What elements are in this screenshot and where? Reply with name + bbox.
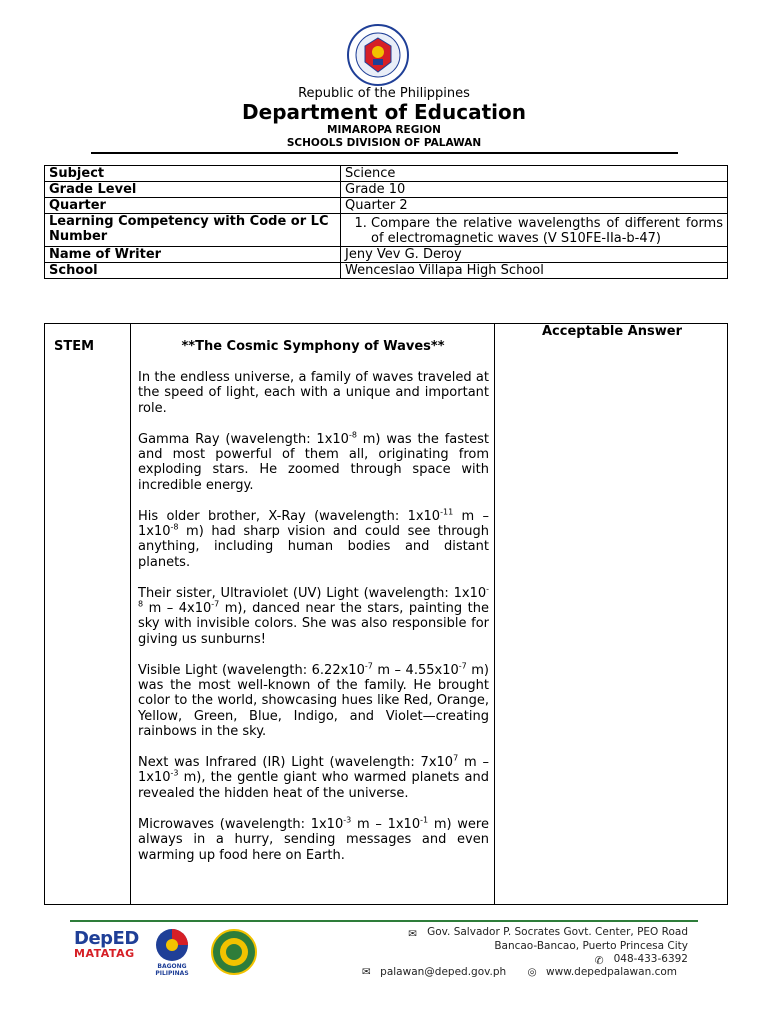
paragraph: Visible Light (wavelength: $6.22x10^{-7}$ m – $4.55x10^{-7}$ m) was the most well-known of the family. He brought color to the world, showcasing hues like Red, Orange, Yellow, Green, Blue, Indigo, and Violet—creating rainbows in the sky. bbox=[138, 661, 489, 740]
map-pin-icon: ✉ bbox=[408, 928, 418, 940]
stem-table bbox=[44, 323, 728, 905]
email-icon: ✉ bbox=[362, 966, 371, 978]
column-divider bbox=[494, 324, 495, 904]
school-value: Wenceslao Villapa High School bbox=[341, 263, 728, 279]
paragraph: Next was Infrared (IR) Light (wavelength: $7x10^7$ m – $1x10^{-3}$ m), the gentle giant who warmed planets and revealed the hidden heat of the universe. bbox=[138, 753, 490, 801]
competency-list bbox=[345, 216, 723, 246]
address-line-2: Bancao-Bancao, Puerto Princesa City bbox=[494, 939, 688, 952]
story-text bbox=[138, 370, 489, 878]
email-link[interactable]: palawan@deped.gov.ph bbox=[380, 966, 507, 978]
acceptable-answer-header: Acceptable Answer bbox=[542, 324, 682, 339]
phone-icon: ✆ bbox=[594, 955, 604, 967]
division-label: SCHOOLS DIVISION OF PALAWAN bbox=[286, 137, 482, 149]
competency-label: Learning Competency with Code or LC Number bbox=[45, 214, 341, 247]
footer-divider bbox=[70, 920, 698, 922]
deped-seal-icon bbox=[329, 24, 427, 86]
school-label: School bbox=[45, 263, 341, 279]
column-divider bbox=[130, 324, 131, 904]
grade-value: Grade 10 bbox=[341, 182, 728, 198]
paragraph: Gamma Ray (wavelength: $1x10^{-8}$ m) was the fastest and most powerful of them all, originating from exploding stars. He zoomed through space with incredible energy. bbox=[138, 430, 489, 493]
table-row bbox=[45, 166, 728, 182]
republic-label: Republic of the Philippines bbox=[298, 86, 470, 101]
paragraph: In the endless universe, a family of waves traveled at the speed of light, each with a unique and important role. bbox=[138, 370, 489, 416]
competency-value: 1. Compare the relative wavelengths of different forms of electromagnetic waves (V S10FE-IIa-b-47) bbox=[371, 216, 723, 246]
info-table bbox=[44, 165, 728, 279]
writer-label: Name of Writer bbox=[45, 247, 341, 263]
email-web-line bbox=[362, 966, 677, 978]
subject-value: Science bbox=[341, 166, 728, 182]
table-row bbox=[45, 198, 728, 214]
paragraph: His older brother, X-Ray (wavelength: $1x10^{-11}$ m – $1x10^{-8}$ m) had sharp vision and could see through anything, including human bodies and distant planets. bbox=[138, 507, 489, 570]
grade-label: Grade Level bbox=[45, 182, 341, 198]
table-row bbox=[45, 182, 728, 198]
bagong-pilipinas-icon bbox=[152, 928, 192, 962]
bagong-pilipinas-logo: BAGONG PILIPINAS bbox=[144, 928, 200, 972]
quarter-value: Quarter 2 bbox=[341, 198, 728, 214]
table-row bbox=[45, 263, 728, 279]
deped-matatag-logo: DepED MATATAG bbox=[74, 928, 139, 960]
region-label: MIMAROPA REGION bbox=[327, 124, 441, 136]
table-row bbox=[45, 247, 728, 263]
table-row bbox=[45, 214, 728, 247]
paragraph: Their sister, Ultraviolet (UV) Light (wavelength: $1x10^{-8}$ m – $4x10^{-7}$ m), danced near the stars, painting the sky with invisible colors. She was also responsible for giving us sunburns! bbox=[138, 584, 489, 647]
quarter-label: Quarter bbox=[45, 198, 341, 214]
header-divider bbox=[91, 152, 678, 154]
story-title: **The Cosmic Symphony of Waves** bbox=[181, 339, 445, 354]
department-title: Department of Education bbox=[242, 100, 526, 124]
division-seal-icon bbox=[206, 928, 262, 976]
contact-info bbox=[268, 926, 688, 967]
paragraph: Microwaves (wavelength: $1x10^{-3}$ m – $1x10^{-1}$ m) were always in a hurry, sending messages and even warming up food here on Earth. bbox=[138, 815, 489, 863]
stem-label: STEM bbox=[54, 339, 95, 354]
address-line-1: ✉ Gov. Salvador P. Socrates Govt. Center, PEO Road bbox=[268, 926, 688, 940]
phone-line: ✆ 048-433-6392 bbox=[268, 953, 688, 967]
competency-cell bbox=[341, 214, 728, 247]
globe-icon: ◎ bbox=[527, 966, 537, 978]
website-link[interactable]: www.depedpalawan.com bbox=[546, 966, 677, 978]
subject-label: Subject bbox=[45, 166, 341, 182]
writer-value: Jeny Vev G. Deroy bbox=[341, 247, 728, 263]
